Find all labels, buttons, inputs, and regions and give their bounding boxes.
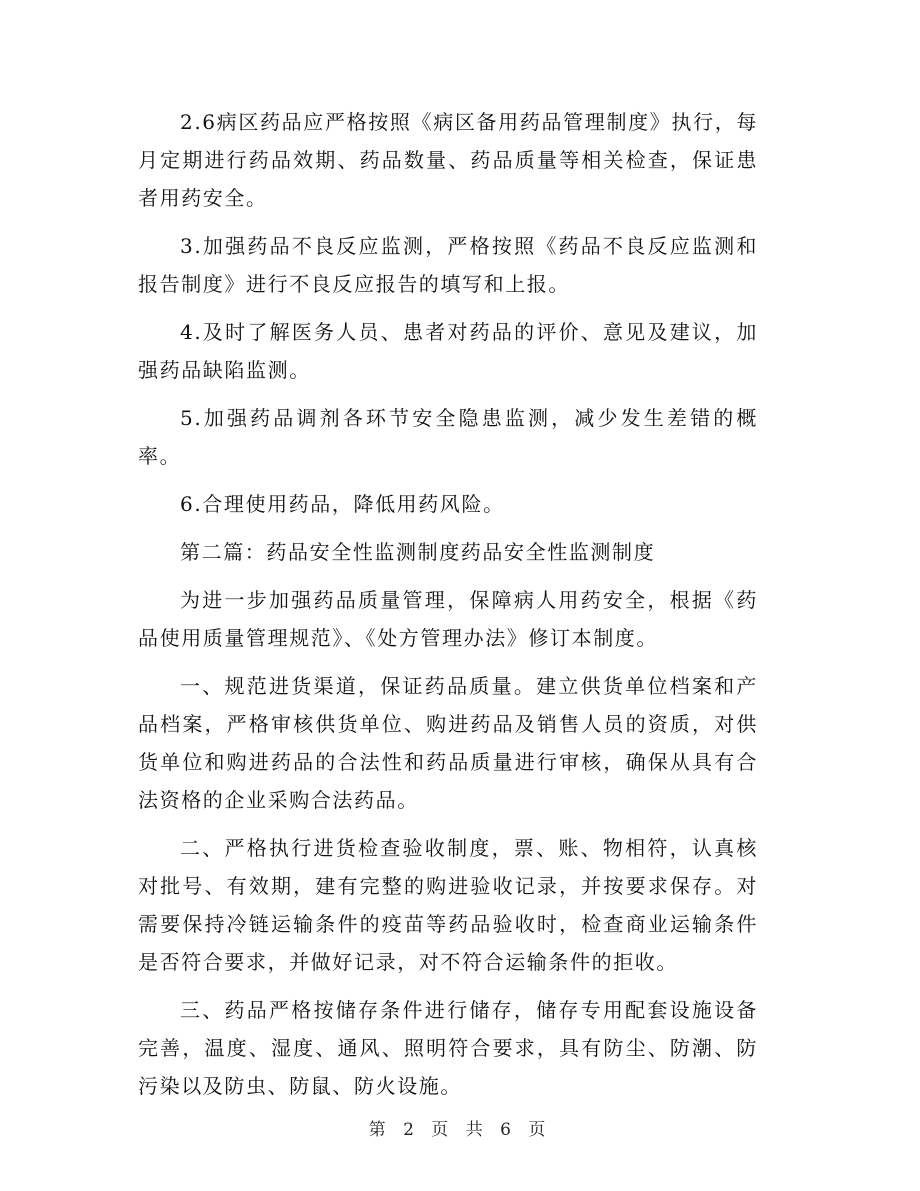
rule-three-paragraph: 三、药品严格按储存条件进行储存，储存专用配套设施设备完善，温度、湿度、通风、照明符合要求，具有防尘、防潮、防污染以及防虫、防鼠、防火设施。	[138, 998, 758, 1098]
rule-one-paragraph: 一、规范进货渠道，保证药品质量。建立供货单位档案和产品档案，严格审核供货单位、购进药品及销售人员的资质，对供货单位和购进药品的合法性和药品质量进行审核，确保从具有合法资格的企业采购合法药品。	[138, 674, 758, 812]
paragraph-2-6: 2.6病区药品应严格按照《病区备用药品管理制度》执行，每月定期进行药品效期、药品数量、药品质量等相关检查，保证患者用药安全。	[138, 110, 758, 210]
page-number-footer: 第 2 页 共 6 页	[368, 1120, 552, 1140]
intro-paragraph: 为进一步加强药品质量管理，保障病人用药安全，根据《药品使用质量管理规范》、《处方管理办法》修订本制度。	[138, 588, 758, 650]
paragraph-5: 5.加强药品调剂各环节安全隐患监测，减少发生差错的概率。	[138, 406, 758, 468]
section-heading: 第二篇：药品安全性监测制度药品安全性监测制度	[180, 540, 656, 564]
rule-two-paragraph: 二、严格执行进货检查验收制度，票、账、物相符，认真核对批号、有效期，建有完整的购进验收记录，并按要求保存。对需要保持冷链运输条件的疫苗等药品验收时，检查商业运输条件是否符合要求，并做好记录，对不符合运输条件的拒收。	[138, 836, 758, 974]
paragraph-4: 4.及时了解医务人员、患者对药品的评价、意见及建议，加强药品缺陷监测。	[138, 320, 758, 382]
document-body	[138, 103, 758, 1115]
paragraph-3: 3.加强药品不良反应监测，严格按照《药品不良反应监测和报告制度》进行不良反应报告的填写和上报。	[138, 234, 758, 296]
paragraph-6: 6.合理使用药品，降低用药风险。	[180, 492, 505, 516]
